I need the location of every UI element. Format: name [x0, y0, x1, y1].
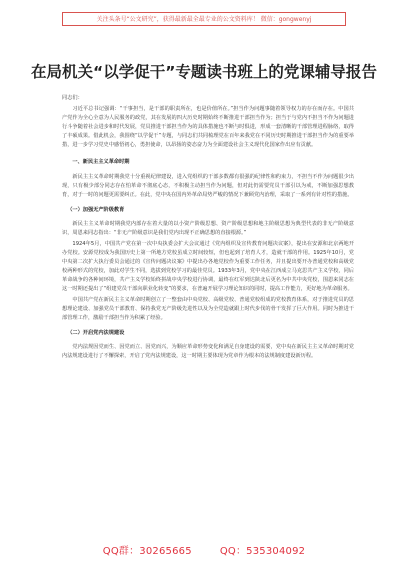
paragraph: 新民主主义革命时期我党十分重视纪律建设，进入党组织的干部多数都有很强的纪律性和约束力，不担当不作为问题很少出现，只有极少部分同志存在怕革命不彻底心态，不积极主动担当作为问题，但对此仍需要党员干部引以为戒，不断加强思想教育，对于一时的问题更需要纠正。在此，党中央在国内外革命局势严峻的情况下兼顾党内治理，采取了一系列有针对性的措施。 — [62, 174, 354, 198]
paragraph: 习近平总书记强调：“干事担当，是干部的职责所在，也是价值所在。”担当作为问题事随着领导权力的存在而存在。中国共产党作为全心全意为人民服务的政党，其在发展的四大历史时期始终不断推进干部担当作为；担当于与党内不担当不作为问题进行斗争随着社会进步和时代发展，党员推进干部担当作为的具体措施也不断与时俱进，形成一套清晰的干部管理进程脉络，取得了丰硕成果。借此机会，我围绕“以学促干”专题，与同志们共同梳理党在百年来我党在不同历史时期推进干部担当作为的重要举措，进一步学习党史中感悟初心，勇担使命，以昂扬的姿态奋力为全面建设社会主义现代化国家作出应有贡献。 — [62, 106, 354, 148]
document-body — [62, 94, 354, 363]
paragraph: 党内法规因党而生、因党而立、因党而兴，为顺应革命形势变化和满足自身建设的需要，党中央在新民主主义革命时期对党内法规建设进行了不懈探索，开启了党内法规建设，这一时期主要体现为党章作为根本的法规制度建设新历程。 — [62, 344, 354, 359]
contact-footer — [0, 545, 408, 559]
qq-group-number: QQ群：30265665 — [102, 546, 192, 557]
qq-number: QQ：535304092 — [219, 546, 306, 557]
paragraph: 新民主主义革命时期我党内部存在着大量的以小资产阶级思想、资产阶级思想和地主阶级思想为典型代表的非无产阶级意识，周恩来同志指出：“非无产阶级意识是我们党内出现不正确思想的直接根源。” — [62, 221, 354, 236]
paragraph: 中国共产党在新民主主义革命时期创立了一整套由中央党校、高级党校、普通党校组成的党校教育体系，对于推进党员的思想理论建设、加强党员干部教育、保持我党无产阶级先进性以及为全党造就跟上时代步伐的骨干发挥了巨大作用。同时为推进干部管理工作，激励干部担当作为积累了经验。 — [62, 297, 354, 321]
subsection-heading: （一）加强无产阶级教育 — [67, 207, 125, 213]
paragraph: 1924年5月，中国共产党在第一次中央执委会扩大会议通过《党内组织及宣传教育问题决议案》，提出在安源和北京两地开办党校。安源党校成为我国历史上第一所地方党校虽成立时间较短，但也起到了培育人才，造就干部的作用。1925年10月，党中央第二次扩大执行委员会通过的《宣传问题决议案》中提出办各地党校作为重要工作任务，并且提出要开办普通党校和高级党校两种形式的党校，加此对学生不同，选拔到党校学习的最佳党员。1933年3月，党中央在江西成立马克思共产主义学校，同后革命战争的各种间环境，共产主义学校始终拼战中央学校进行协调，最终在红军到达陕北后更名为中共中央党校，围恩来同志在这一时期还提出了“组建党员干部向职业化转变”的要求，在普遍开展学习理论知识的同时，提高工作能力，更好地为革命服务。 — [62, 241, 354, 292]
subsection-heading: （二）开启党内法规建设 — [67, 330, 125, 336]
salutation: 同志们： — [62, 95, 83, 101]
section-heading: 一、新民主主义革命时期 — [72, 159, 130, 165]
document-title: 在局机关“以学促干”专题读书班上的党课辅导报告 — [31, 63, 377, 81]
promo-banner: 关注头条号“公文研究”，获得最新最全最专业的公文资料库！ 微信：gongwenyj — [62, 12, 346, 26]
